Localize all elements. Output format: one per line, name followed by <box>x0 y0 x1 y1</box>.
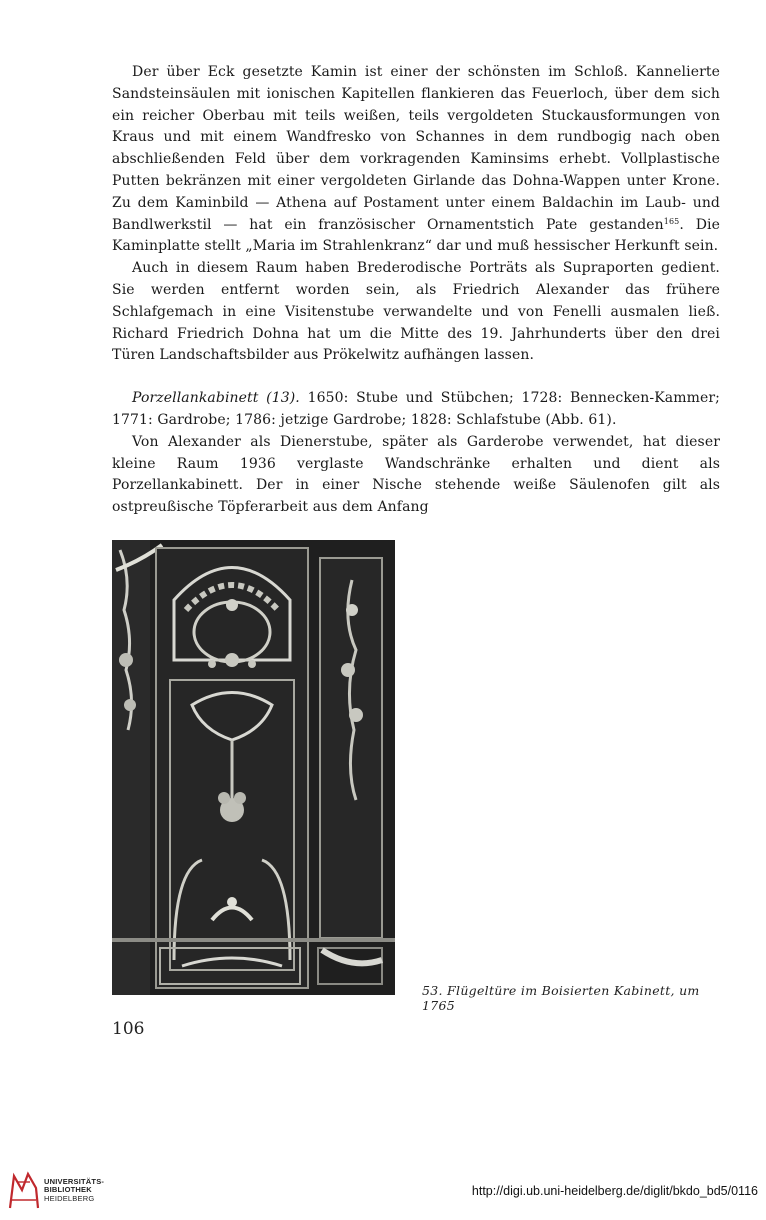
section-heading: Porzellankabinett (13). <box>132 390 300 407</box>
paragraph-1: Der über Eck gesetzte Kamin ist einer der schönsten im Schloß. Kannelierte Sandsteinsäulen mit ionischen Kapitellen flankieren das Feuerloch, über dem sich ein reicher Oberbau mit teils weißen, teils vergoldeten Stuckausformungen von Kraus und mit einem Wandfresko von Schannes in dem rundbogig nach oben abschließenden Feld über dem vorkragenden Kaminsims erhebt. Vollplastische Putten bekränzen mit einer vergoldeten Girlande das Dohna-Wappen unter Krone. Zu dem Kaminbild — Athena auf Postament unter einem Baldachin im Laub- und Bandlwerkstil — hat ein französischer Ornamentstich Pate gestanden$^{165}$. Die Kaminplatte stellt „Maria im Strahlenkranz“ dar und muß hessischer Herkunft sein. <box>112 64 720 255</box>
footer-bar <box>0 1160 766 1220</box>
paragraph-2: Auch in diesem Raum haben Brederodische Porträts als Supraporten gedient. Sie werden entfernt worden sein, als Friedrich Alexander das frühere Schlafgemach in eine Visitenstube verwandelte und von Fenelli ausmalen ließ. Richard Friedrich Dohna hat um die Mitte des 19. Jahrhunderts über den drei Türen Landschaftsbilder aus Prökelwitz aufhängen lassen. <box>112 260 720 364</box>
paragraph-3: Porzellankabinett (13). 1650: Stube und Stübchen; 1728: Bennecken-Kammer; 1771: Gardrobe; 1786: jetzige Gardrobe; 1828: Schlafstube (Abb. 61). <box>112 390 720 428</box>
boiserie-door-image <box>112 540 395 995</box>
university-logo-icon <box>8 1170 40 1210</box>
paragraph-4: Von Alexander als Dienerstube, später als Garderobe verwendet, hat dieser kleine Raum 1936 verglaste Wandschränke erhalten und dient als Porzellankabinett. Der in einer Nische stehende weiße Säulenofen gilt als ostpreußische Töpferarbeit aus dem Anfang <box>112 433 720 516</box>
page-number: 106 <box>112 1019 145 1039</box>
figure-photo <box>112 540 395 995</box>
figure-caption: 53. Flügeltüre im Boisierten Kabinett, um 1765 <box>422 983 700 1013</box>
body-text <box>112 62 720 519</box>
footnote-marker[interactable]: 165 <box>663 216 680 226</box>
source-url-link[interactable]: http://digi.ub.uni-heidelberg.de/diglit/bkdo_bd5/0116 <box>471 1184 758 1198</box>
library-name: UNIVERSITÄTS- BIBLIOTHEK HEIDELBERG <box>44 1177 105 1203</box>
